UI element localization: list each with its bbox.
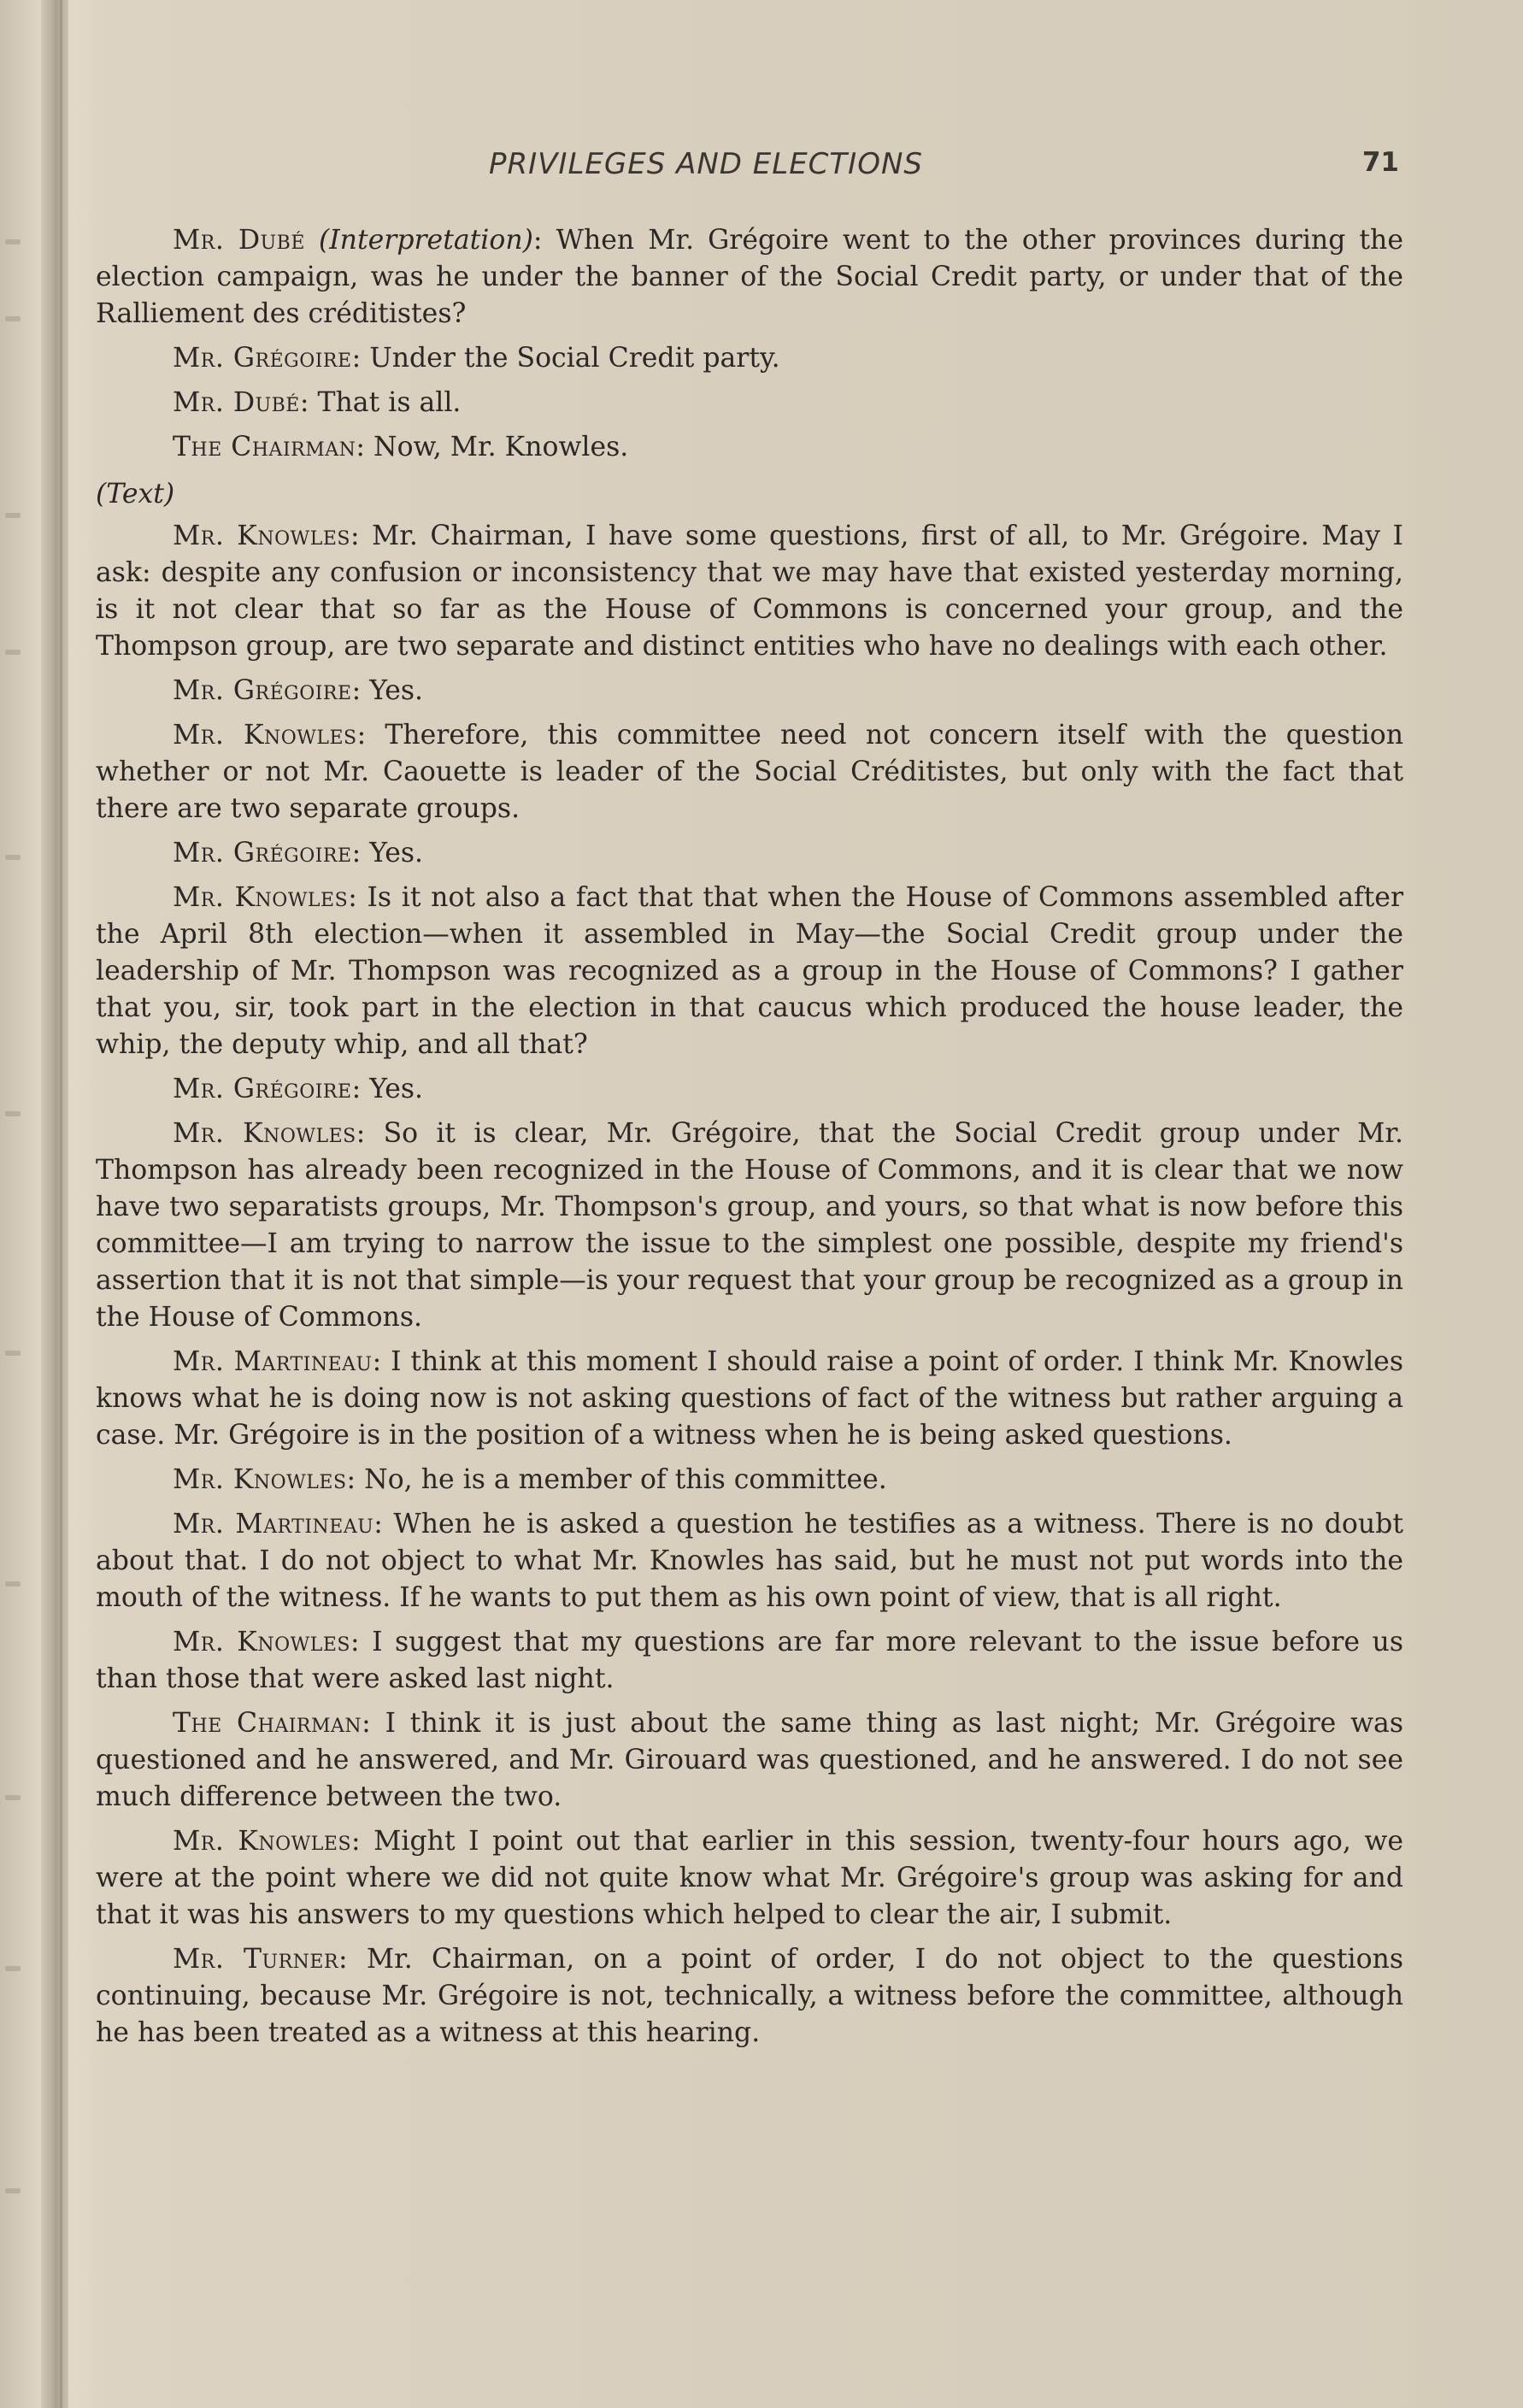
speaker-name: Mr. Knowles [173, 1464, 347, 1495]
paragraph [96, 1705, 1403, 1816]
page-body [96, 222, 1403, 2059]
speaker-name: Mr. Dubé [173, 225, 305, 256]
speaker-name: Mr. Grégoire [173, 1074, 352, 1104]
paragraph-text: : That is all. [299, 387, 462, 418]
speaker-name: Mr. Knowles [173, 521, 350, 551]
paragraph [96, 340, 1403, 377]
speaker-name: Mr. Dubé [173, 387, 300, 418]
page-number: 71 [1361, 147, 1399, 178]
paragraph-text: : Mr. Chairman, I have some questions, first of all, to Mr. Grégoire. May I ask: despite any confusion or inconsistency that we may have that existed yesterday morning, is it not clear that so far as the House of Commons is concerned your group, and the Thompson group, are two separate and distinct entities who have no dealings with each other. [96, 521, 1403, 662]
speaker-name: Mr. Grégoire [173, 343, 352, 374]
paragraph [96, 385, 1403, 421]
speaker-name: Mr. Martineau [173, 1346, 373, 1377]
paragraph-text: : Might I point out that earlier in this session, twenty-four hours ago, we were at the point where we did not quite know what Mr. Grégoire's group was asking for and that it was his answers to my questions which helped to clear the air, I submit. [96, 1826, 1403, 1930]
edge-mark [5, 239, 21, 244]
paragraph [96, 1462, 1403, 1498]
paragraph-text: : When he is asked a question he testifies as a witness. There is no doubt about that. I do not object to what Mr. Knowles has said, but he must not put words into the mouth of the witness. If he wants to put them as his own point of view, that is all right. [96, 1509, 1403, 1613]
paragraph [96, 1116, 1403, 1336]
edge-mark [5, 1966, 21, 1971]
paragraph [96, 222, 1403, 333]
paragraph-text: : I think at this moment I should raise a point of order. I think Mr. Knowles knows what he is doing now is not asking questions of fact of the witness but rather arguing a case. Mr. Grégoire is in the position of a witness when he is being asked questions. [96, 1346, 1403, 1451]
paragraph [96, 429, 1403, 466]
paragraph-text: : I think it is just about the same thing as last night; Mr. Grégoire was questioned and he answered, and Mr. Girouard was questioned, and he answered. I do not see much difference between the two. [96, 1708, 1403, 1812]
paragraph [96, 1344, 1403, 1454]
edge-mark [5, 513, 21, 518]
speaker-name: Mr. Grégoire [173, 675, 352, 706]
edge-mark [5, 2188, 21, 2193]
edge-mark [5, 1795, 21, 1800]
paragraph [96, 1071, 1403, 1108]
edge-mark [5, 316, 21, 321]
paragraph-text: : Yes. [351, 675, 424, 706]
speaker-name: Mr. Turner [173, 1944, 339, 1975]
language-note: (Text) [96, 479, 175, 509]
book-binding [41, 0, 68, 2408]
binding-line [60, 0, 62, 2408]
speaker-name: Mr. Knowles [173, 720, 357, 751]
speaker-name: Mr. Knowles [173, 1826, 352, 1857]
paragraph-text: : Under the Social Credit party. [351, 343, 780, 374]
speaker-name: Mr. Martineau [173, 1509, 374, 1540]
speaker-name: Mr. Knowles [173, 1627, 350, 1657]
edge-mark [5, 1581, 21, 1587]
paragraph [96, 717, 1403, 827]
paragraph [96, 1941, 1403, 2052]
interpretation-note: (Interpretation) [318, 225, 533, 256]
paragraph [96, 835, 1403, 872]
speaker-name: The Chairman [173, 1708, 362, 1739]
edge-mark [5, 1351, 21, 1356]
speaker-name: Mr. Grégoire [173, 838, 352, 868]
page-edge-shadow [0, 0, 34, 2408]
running-title: PRIVILEGES AND ELECTIONS [489, 147, 923, 181]
paragraph [96, 673, 1403, 709]
paragraph-text: : So it is clear, Mr. Grégoire, that the Social Credit group under Mr. Thompson has already been recognized in the House of Commons, and it is clear that we now have two separatists groups, Mr. Thompson's group, and yours, so that what is now before this committee—I am trying to narrow the issue to the simplest one possible, despite my friend's assertion that it is not that simple—is your request that your group be recognized as a group in the House of Commons. [96, 1118, 1403, 1333]
paragraph [96, 880, 1403, 1063]
paragraph-text: : Now, Mr. Knowles. [356, 432, 629, 462]
paragraph-text: : Yes. [351, 838, 424, 868]
speaker-name: Mr. Knowles [173, 882, 349, 913]
paragraph-text: : When Mr. Grégoire went to the other provinces during the election campaign, was he under the banner of the Social Credit party, or under that of the Ralliement des créditistes? [96, 225, 1403, 329]
paragraph-text: : Therefore, this committee need not concern itself with the question whether or not Mr. Caouette is leader of the Social Créditistes, but only with the fact that there are two separate groups. [96, 720, 1403, 824]
edge-mark [5, 855, 21, 860]
speaker-name: Mr. Knowles [173, 1118, 356, 1149]
paragraph-text: : Yes. [351, 1074, 424, 1104]
page-header [96, 147, 1399, 188]
paragraph [96, 518, 1403, 665]
paragraph-text: : Mr. Chairman, on a point of order, I do not object to the questions continuing, because Mr. Grégoire is not, technically, a witness before the committee, although he has been treated as a witness at this hearing. [96, 1944, 1403, 2048]
paragraph-text: : Is it not also a fact that that when the House of Commons assembled after the April 8th election—when it assembled in May—the Social Credit group under the leadership of Mr. Thompson was recognized as a group in the House of Commons? I gather that you, sir, took part in the election in that caucus which produced the house leader, the whip, the deputy whip, and all that? [96, 882, 1404, 1060]
paragraph [96, 1624, 1403, 1698]
edge-mark [5, 1111, 21, 1116]
edge-mark [5, 650, 21, 655]
paragraph [96, 1823, 1403, 1934]
paragraph-text: : I suggest that my questions are far more relevant to the issue before us than those that were asked last night. [96, 1627, 1404, 1694]
paragraph-text: : No, he is a member of this committee. [346, 1464, 887, 1495]
speaker-name: The Chairman [173, 432, 356, 462]
paragraph [96, 1506, 1403, 1616]
